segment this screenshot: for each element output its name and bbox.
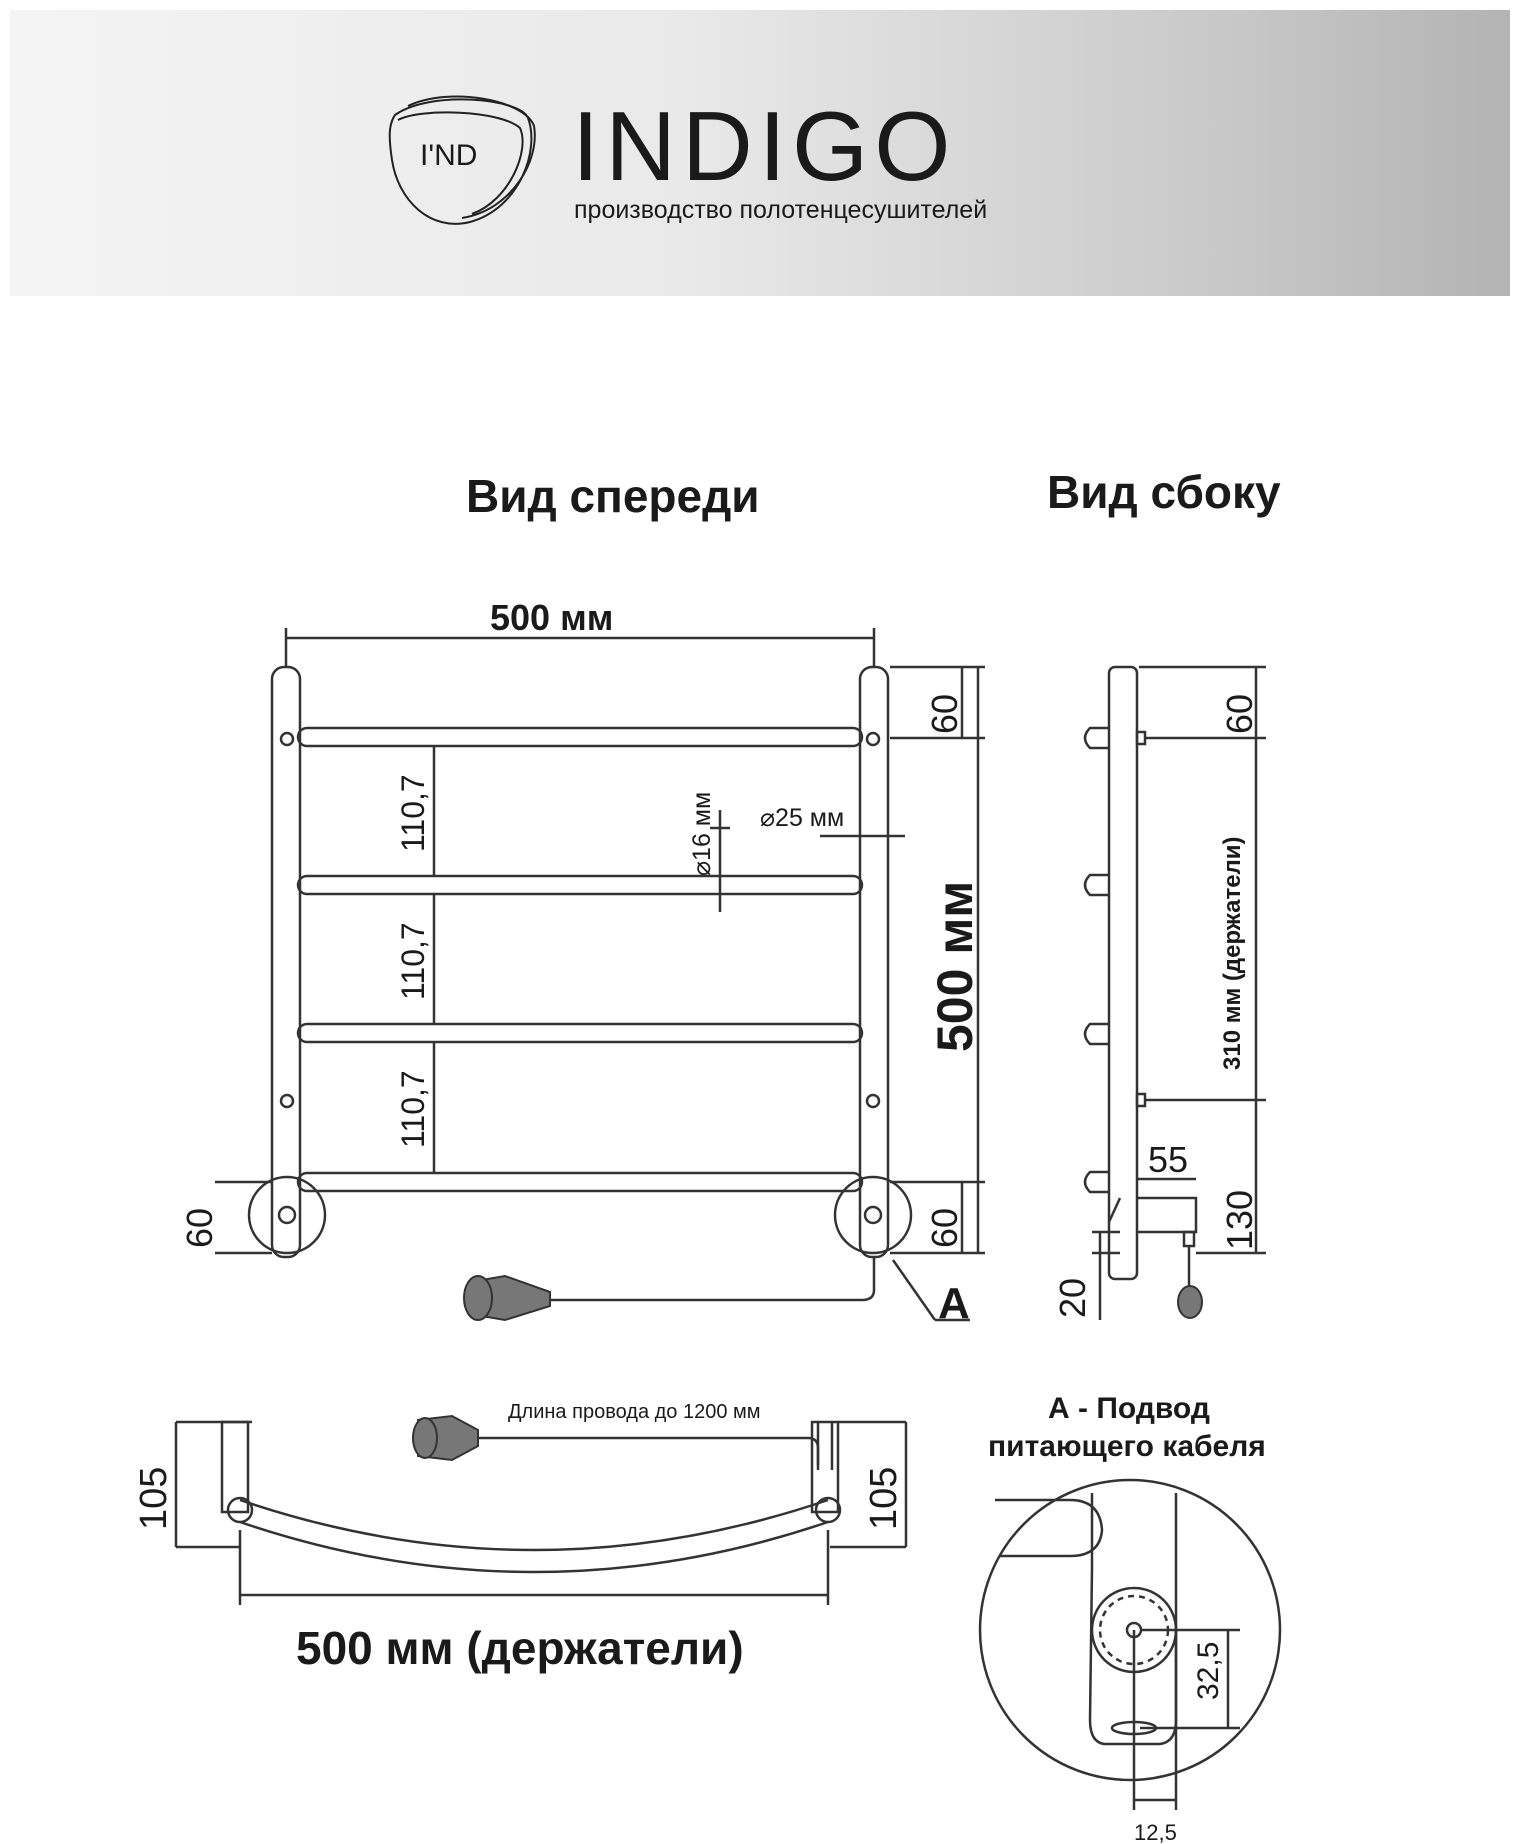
front-width-label: 500 мм <box>490 597 614 638</box>
side-foot-label: 20 <box>1052 1277 1093 1318</box>
top-width-label: 500 мм (держатели) <box>296 1622 744 1674</box>
front-plug-icon <box>464 1276 550 1320</box>
side-bottom-label: 130 <box>1219 1189 1260 1250</box>
brand-name: INDIGO <box>572 91 957 201</box>
detail-a-drawing <box>980 1480 1280 1810</box>
logo-mark-text: I'ND <box>420 139 478 172</box>
side-depth-label: 55 <box>1148 1139 1189 1180</box>
spacing-2-label: 110,7 <box>395 922 431 1000</box>
top-depth-right-label: 105 <box>863 1466 905 1530</box>
top-view-drawing <box>176 1422 906 1605</box>
top-depth-left-label: 105 <box>133 1466 175 1530</box>
bottom-offset-right-label: 60 <box>924 1207 965 1248</box>
cable-length-label: Длина провода до 1200 мм <box>508 1401 761 1423</box>
brand-tagline: производство полотенцесушителей <box>574 196 988 224</box>
bar-diameter-label: ⌀16 мм <box>688 791 716 876</box>
post-diameter-label: ⌀25 мм <box>760 804 845 832</box>
front-view-drawing <box>215 628 985 1320</box>
callout-title-line2: питающего кабеля <box>988 1430 1266 1463</box>
top-offset-label: 60 <box>924 693 965 734</box>
side-holders-label: 310 мм (держатели) <box>1219 836 1246 1070</box>
detail-marker-label: А <box>938 1279 970 1328</box>
front-view-title: Вид спереди <box>466 470 760 522</box>
bottom-offset-left-label: 60 <box>179 1207 220 1248</box>
front-height-label: 500 мм <box>927 880 983 1052</box>
side-plug-icon <box>1178 1286 1202 1318</box>
detail-width-label: 12,5 <box>1134 1820 1177 1844</box>
spacing-1-label: 110,7 <box>395 774 431 852</box>
side-top-label: 60 <box>1219 693 1260 734</box>
callout-title-line1: А - Подвод <box>1048 1392 1210 1425</box>
top-plug-icon <box>413 1416 478 1460</box>
detail-height-label: 32,5 <box>1192 1641 1225 1700</box>
side-view-title: Вид сбоку <box>1047 466 1281 518</box>
spacing-3-label: 110,7 <box>395 1070 431 1148</box>
